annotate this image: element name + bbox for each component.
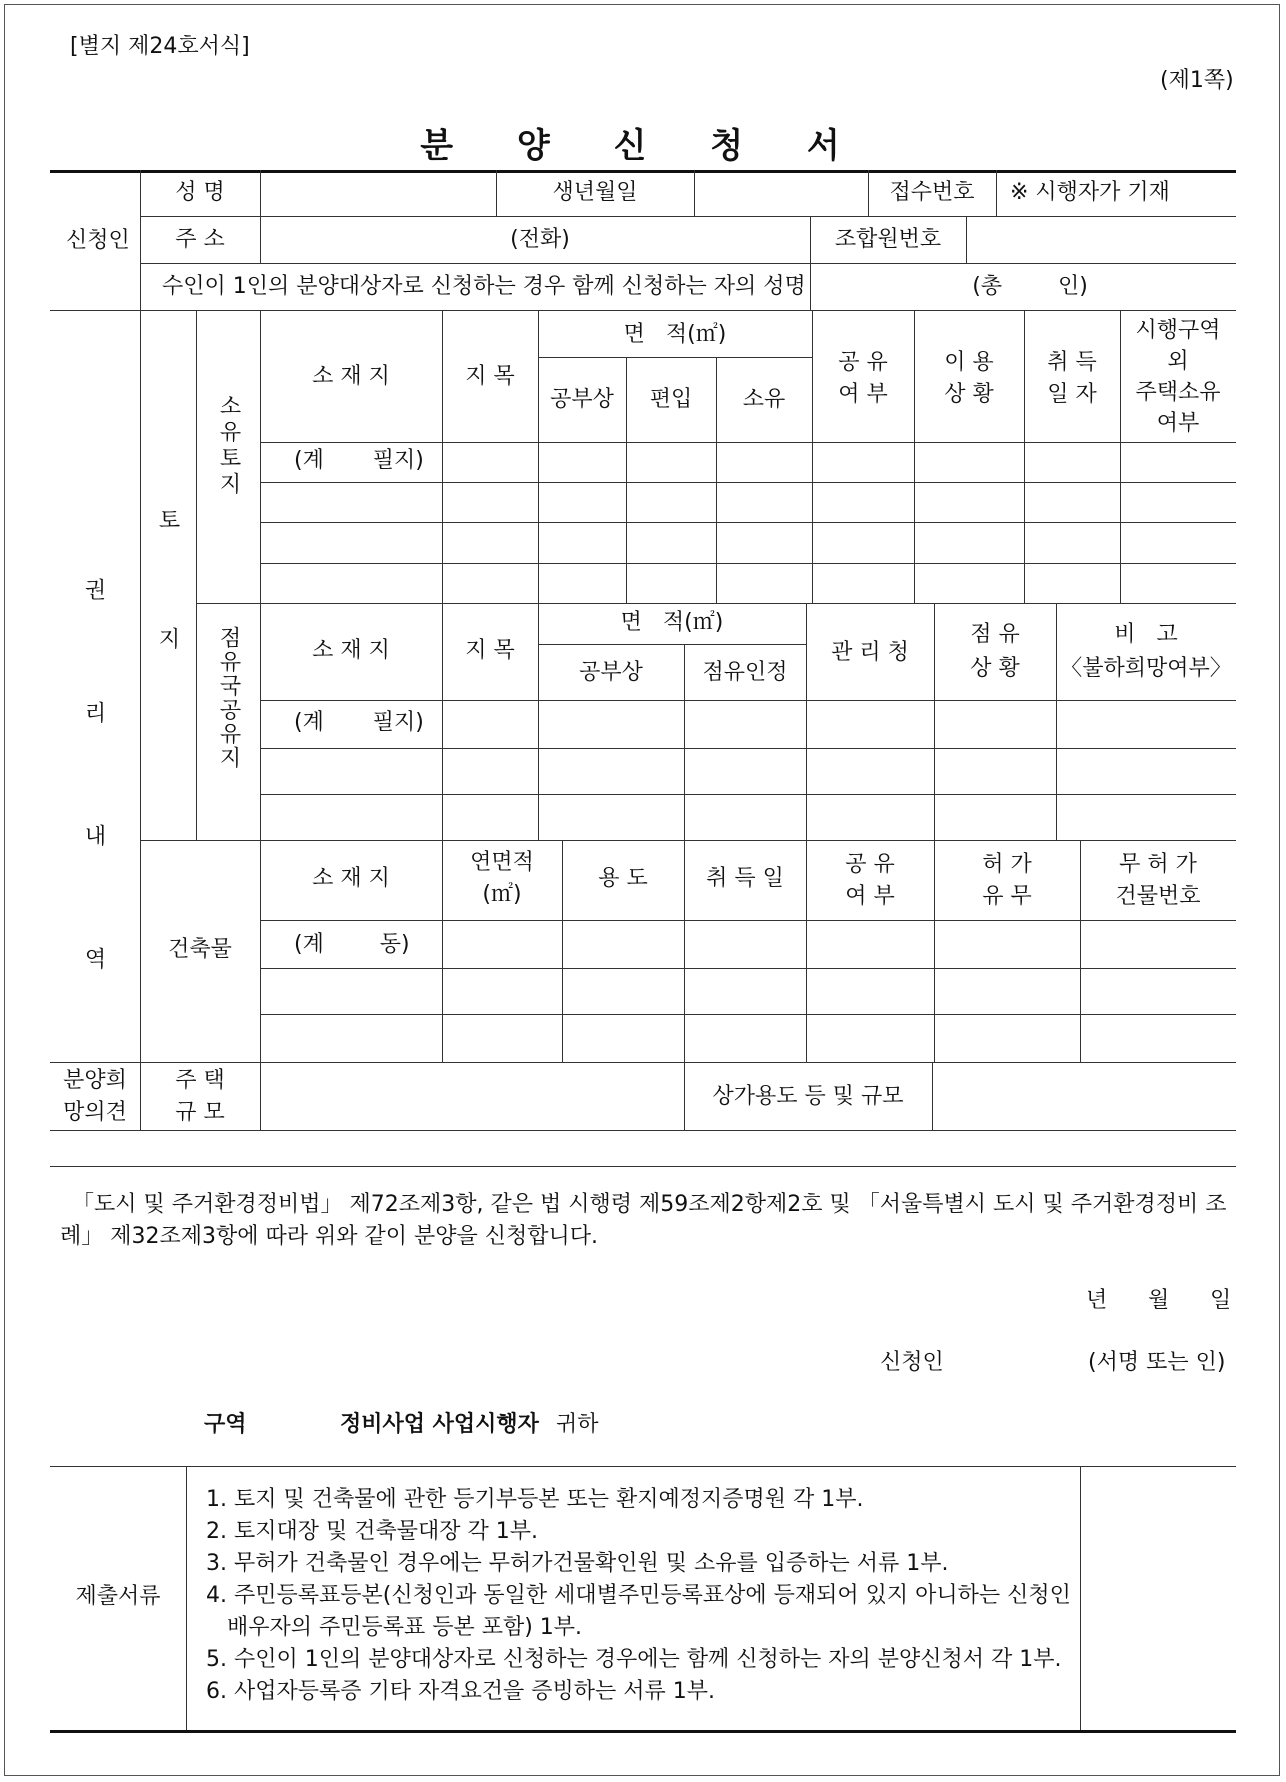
list-item: 배우자의 주민등록표 등본 포함) 1부.: [206, 1615, 583, 1640]
receipt-label: 접수번호: [889, 180, 975, 205]
occupied-area-recognized-header: 점유인정: [702, 660, 788, 685]
applicant-sign-label: 신청인: [880, 1350, 944, 1375]
owned-area-incorporated-header: 편입: [649, 387, 693, 412]
occupied-status-header: 점 유: [970, 622, 1020, 647]
receipt-note: ※ 시행자가 기재: [1010, 180, 1170, 205]
owned-location-header: 소 재 지: [312, 364, 390, 389]
total-persons-label: (총 인): [972, 274, 1088, 299]
documents-list: [206, 1484, 1071, 1708]
owned-total-parcels: (계 필지): [294, 448, 424, 473]
recipient-honorific: 귀하: [556, 1412, 599, 1437]
birth-label: 생년월일: [552, 180, 638, 205]
list-item: 2. 토지대장 및 건축물대장 각 1부.: [206, 1519, 538, 1544]
housing-size-label: 주 택: [175, 1068, 225, 1093]
list-item: 5. 수인이 1인의 분양대상자로 신청하는 경우에는 함께 신청하는 자의 분양신청서 각 1부.: [206, 1647, 1062, 1672]
address-label: 주 소: [175, 227, 225, 252]
list-item: 1. 토지 및 건축물에 관한 등기부등본 또는 환지예정지증명원 각 1부.: [206, 1487, 864, 1512]
date-year: 년: [1086, 1288, 1108, 1313]
form-code: [별지 제24호서식]: [70, 34, 250, 59]
phone-label: (전화): [510, 227, 570, 252]
building-location-header: 소 재 지: [312, 866, 390, 891]
owned-area-register-header: 공부상: [550, 387, 614, 412]
building-use-header: 용 도: [598, 866, 648, 891]
owned-area-header: 면 적(㎡): [623, 322, 727, 347]
date-month: 월: [1148, 1288, 1170, 1313]
co-applicant-label: 수인이 1인의 분양대상자로 신청하는 경우 함께 신청하는 자의 성명: [162, 274, 806, 299]
name-label: 성 명: [175, 180, 225, 205]
owned-outside-header: 시행구역: [1135, 318, 1221, 343]
building-total-units: (계 동): [294, 932, 410, 957]
owned-shared-header: 공 유: [838, 350, 888, 375]
recipient-operator: 정비사업 사업시행자: [340, 1412, 539, 1437]
owned-usage-header: 이 용: [944, 350, 994, 375]
applicant-section-label: 신청인: [66, 228, 130, 253]
occupied-remark-header: 비 고: [1114, 622, 1178, 647]
occupied-authority-header: 관 리 청: [831, 640, 909, 665]
occupied-total-parcels: (계 필지): [294, 710, 424, 735]
commercial-use-label: 상가용도 등 및 규모: [712, 1084, 904, 1109]
statement-line-1: 「도시 및 주거환경정비법」 제72조제3항, 같은 법 시행령 제59조제2항제2호 및 「서울특별시 도시 및 주거환경정비 조: [72, 1192, 1227, 1217]
occupied-category-header: 지 목: [465, 638, 515, 663]
page-indicator: (제1쪽): [1160, 68, 1234, 93]
land-label: 토 지: [155, 508, 180, 685]
date-day: 일: [1210, 1288, 1232, 1313]
owned-acquire-header: 취 득: [1047, 350, 1097, 375]
occupied-location-header: 소 재 지: [312, 638, 390, 663]
list-item: 3. 무허가 건축물인 경우에는 무허가건물확인원 및 소유를 입증하는 서류 1부.: [206, 1551, 949, 1576]
rule-top: [50, 170, 1236, 173]
member-no-label: 조합원번호: [834, 227, 942, 252]
list-item: 4. 주민등록표등본(신청인과 동일한 세대별주민등록표상에 등재되어 있지 아니하는 신청인: [206, 1583, 1071, 1608]
building-permit-header: 허 가: [982, 852, 1032, 877]
form-title: 분 양 신 청 서: [420, 126, 866, 166]
building-floor-area-header: 연면적: [470, 850, 534, 875]
building-shared-header: 공 유: [845, 852, 895, 877]
building-acquire-date-header: 취 득 일: [706, 866, 784, 891]
rule-bottom: [50, 1730, 1236, 1733]
occupied-area-register-header: 공부상: [579, 660, 643, 685]
sign-or-seal-label: (서명 또는 인): [1088, 1350, 1226, 1375]
rights-section-label: 권 리 내 역: [81, 578, 106, 1007]
occupied-area-header: 면 적(㎡): [620, 610, 724, 635]
statement-line-2: 례」 제32조제3항에 따라 위와 같이 분양을 신청합니다.: [60, 1224, 598, 1249]
owned-area-owned-header: 소유: [742, 387, 786, 412]
owned-category-header: 지 목: [465, 364, 515, 389]
list-item: 6. 사업자등록증 기타 자격요건을 증빙하는 서류 1부.: [206, 1679, 715, 1704]
application-form-page: [별지 제24호서식] (제1쪽) 분 양 신 청 서 신청인 성 명 생년월일 접수번호 ※ 시행자가 기재 주 소 (전화) 조합원번호 수인이 1인의 분양대상자로 신청하는 경우 함께 신청하는 자의 성명 (총 인) 권 리 내 역 토 지 소유토지 점유국공유지 건축물 소 재 지 지 목 면 적(㎡) 공부상 편입 소유 공 유 여 부 이 용 상 황 취 득 일 자 시행구역 외 주택소유 여부 (계 필지) 소 재 지 지 목 면 적(㎡) 공부상 점유인정 관 리 청 점 유 상 황 비 고 〈불하희망여부〉 (계 필지) 소 재 지 연면적 (㎡) 용 도 취 득 일 공 유 여 부 허 가 유 무 무 허 가 건물번호 (계 동) 분양희 망의견 주 택 규 모 상가용도 등 및 규모 「도시 및 주거환경정비법」 제72조제3항, 같은 법 시행령 제59조제2항제2호 및 「서울특별시 도시 및 주거환경정비 조 례」 제32조제3항에 따라 위와 같이 분양을 신청합니다. 년 월 일 신청인 (서명 또는 인) 구역 정비사업 사업시행자 귀하 제출서류 1. 토지 및 건축물에 관한 등기부등본 또는 환지예정지증명원 각 1부. 2. 토지대장 및 건축물대장 각 1부. 3. 무허가 건축물인 경우에는 무허가건물확인원 및 소유를 입증하는 서류 1부. 4. 주민등록표등본(신청인과 동일한 세대별주민등록표상에 등재되어 있지 아니하는 신청인 배우자의 주민등록표 등본 포함) 1부. 5. 수인이 1인의 분양대상자로 신청하는 경우에는 함께 신청하는 자의 분양신청서 각 1부. 6. 사업자등록증 기타 자격요건을 증빙하는 서류 1부.: [0, 0, 1286, 1782]
recipient-district: 구역: [204, 1412, 247, 1437]
preference-label: 분양희: [63, 1068, 127, 1093]
building-unpermitted-header: 무 허 가: [1119, 852, 1197, 877]
owned-land-label: 소유토지: [216, 394, 241, 498]
occupied-land-label: 점유국공유지: [216, 626, 241, 770]
documents-label: 제출서류: [75, 1584, 161, 1609]
building-label: 건축물: [168, 937, 232, 962]
